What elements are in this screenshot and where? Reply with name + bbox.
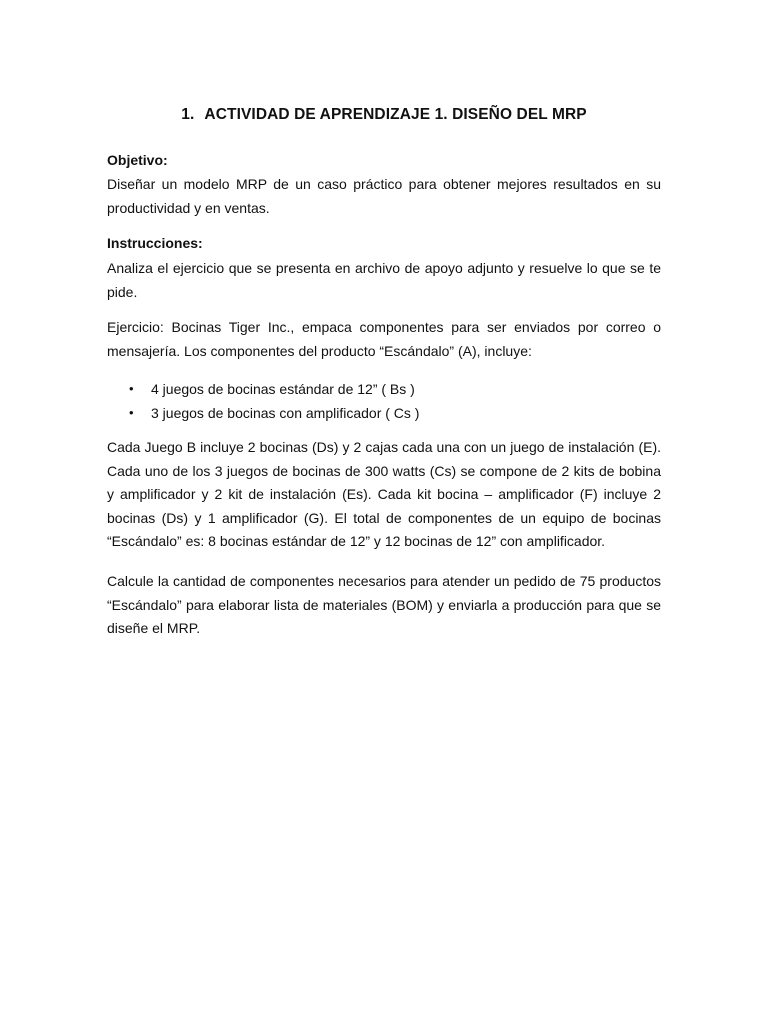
detalle-paragraph: Cada Juego B incluye 2 bocinas (Ds) y 2 cajas cada una con un juego de instalación (E). Cada uno de los 3 juegos de bocinas de 300 watts (Cs) se compone de 2 kits de bobina y amplificador y 2 kit de instalación (Es). Cada kit bocina – amplificador (F) incluye 2 bocinas (Ds) y 1 amplificador (G). El total de componentes de un equipo de bocinas “Escándalo” es: 8 bocinas estándar de 12” y 12 bocinas de 12” con amplificador. bbox=[107, 439, 661, 549]
component-list bbox=[107, 377, 661, 425]
instrucciones-heading: Instrucciones: bbox=[107, 235, 203, 251]
objetivo-paragraph: Diseñar un modelo MRP de un caso práctico para obtener mejores resultados en su productividad y en ventas. bbox=[107, 176, 661, 216]
list-item bbox=[107, 401, 661, 425]
title-text: ACTIVIDAD DE APRENDIZAJE 1. DISEÑO DEL MRP bbox=[204, 106, 587, 123]
ejercicio-paragraph: Ejercicio: Bocinas Tiger Inc., empaca componentes para ser enviados por correo o mensajería. Los componentes del producto “Escándalo” (A), incluye: bbox=[107, 319, 661, 359]
calcule-paragraph: Calcule la cantidad de componentes necesarios para atender un pedido de 75 productos “Escándalo” para elaborar lista de materiales (BOM) y enviarla a producción para que se diseñe el MRP. bbox=[107, 573, 661, 636]
list-item-text: 3 juegos de bocinas con amplificador ( Cs ) bbox=[151, 405, 420, 421]
bullet-icon: • bbox=[129, 381, 134, 396]
title-number: 1. bbox=[181, 106, 195, 123]
objetivo-heading: Objetivo: bbox=[107, 152, 168, 168]
list-item-text: 4 juegos de bocinas estándar de 12” ( Bs ) bbox=[151, 381, 415, 397]
instrucciones-paragraph: Analiza el ejercicio que se presenta en archivo de apoyo adjunto y resuelve lo que se te pide. bbox=[107, 260, 661, 300]
bullet-icon: • bbox=[129, 405, 134, 420]
document-title bbox=[107, 106, 661, 124]
list-item bbox=[107, 377, 661, 401]
